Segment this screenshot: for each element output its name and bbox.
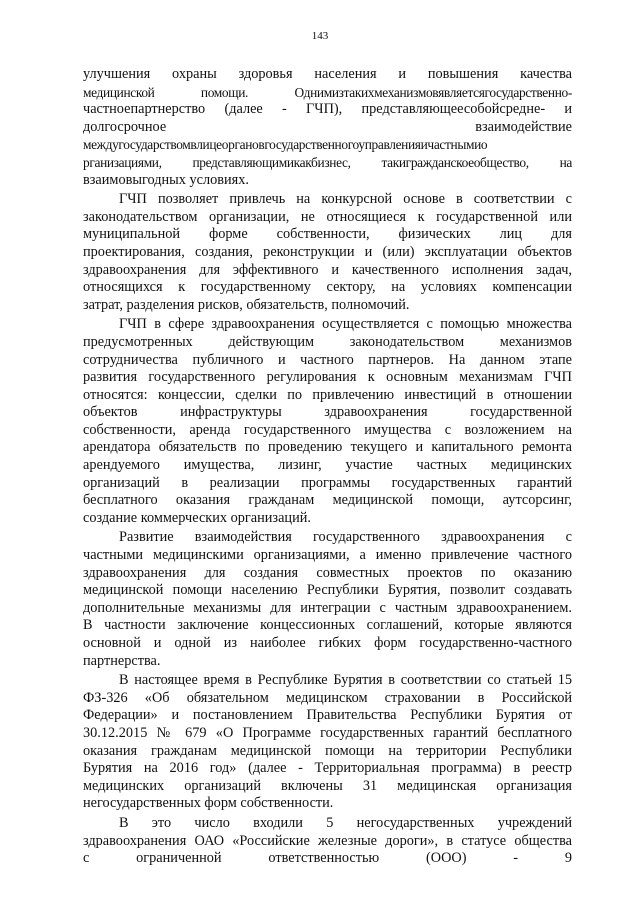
text-line: Бурятия на 2016 год» (далее - Территориальная программа) в реестр <box>83 760 572 777</box>
text-line: затрат, разделения рисков, обязательств, полномочий. <box>83 296 410 313</box>
paragraph <box>83 815 572 868</box>
paragraph <box>83 529 572 670</box>
paragraph <box>83 66 572 189</box>
text-line: сотрудничества публичного и частного партнеров. На данном этапе <box>83 351 572 368</box>
text-line: дополнительные механизмы для интеграции с частным здравоохранением. <box>83 599 572 616</box>
text-line: частноепартнерство (далее - ГЧП), представляющеесобойсредне- и <box>83 101 572 118</box>
text-line: арендуемого имущества, лизинг, участие частных медицинских <box>83 457 572 474</box>
text-line: медицинских организаций включены 31 медицинская организация <box>83 777 572 794</box>
text-line: с ограниченной ответственностью (ООО) - 9 <box>83 850 572 867</box>
text-line: относящихся к государственному сектору, на условиях компенсации <box>83 279 572 296</box>
text-line: проектирования, создания, реконструкции и (или) эксплуатации объектов <box>83 243 572 260</box>
text-line: законодательством организации, не относящиеся к государственной или <box>83 208 572 225</box>
text-line: здравоохранения для создания совместных проектов по оказанию <box>83 564 572 581</box>
text-line: организаций в реализации программы государственных гарантий <box>83 474 572 491</box>
text-line: развития государственного регулирования к основным механизмам ГЧП <box>83 369 572 386</box>
text-line: арендатора обязательств по проведению текущего и капитального ремонта <box>83 439 572 456</box>
text-line: улучшения охраны здоровья населения и повышения качества <box>83 66 572 82</box>
text-line: здравоохранения ОАО «Российские железные дороги», в статусе общества <box>83 832 572 849</box>
text-line: собственности, аренда государственного имущества с возложением на <box>83 421 572 438</box>
text-line: бесплатного оказания гражданам медицинской помощи, аутсорсинг, <box>83 492 572 509</box>
text-line: Федерации» и постановлением Правительства Республики Бурятия от <box>83 707 572 724</box>
text-line: взаимовыгодных условиях. <box>83 171 249 188</box>
text-line: 30.12.2015 № 679 «О Программе государственных гарантий бесплатного <box>83 724 572 741</box>
text-line: В частности заключение концессионных соглашений, которые являются <box>83 617 572 634</box>
text-line: относятся: концессии, сделки по привлечению инвестиций в отношении <box>83 386 572 403</box>
text-line: оказания гражданам медицинской помощи на территории Республики <box>83 742 572 759</box>
text-line: объектов инфраструктуры здравоохранения государственной <box>83 404 572 421</box>
text-line: создание коммерческих организаций. <box>83 509 311 526</box>
paragraph <box>83 191 572 314</box>
text-line: предусмотренных действующим законодательством механизмов <box>83 333 572 350</box>
text-line: ФЗ-326 «Об обязательном медицинском страховании в Российской <box>83 689 572 706</box>
text-line: долгосрочное взаимодействие <box>83 118 572 135</box>
text-line: В настоящее время в Республике Бурятия в соответствии со статьей 15 <box>119 672 572 689</box>
text-line: Развитие взаимодействия государственного здравоохранения с <box>119 529 572 546</box>
text-line: междугосударствомвлицеоргановгосударственногоуправленияичастнымио <box>83 137 488 153</box>
text-line: медицинской помощи. Однимизтакихмеханизмовявляетсягосударственно- <box>83 84 572 100</box>
text-line: В это число входили 5 негосударственных учреждений <box>119 814 572 831</box>
text-line: медицинской помощи населению Республики Бурятия, позволит создавать <box>83 582 572 599</box>
text-line: муниципальной форме собственности, физических лиц для <box>83 226 572 243</box>
document-body <box>83 66 572 870</box>
text-line: ГЧП позволяет привлечь на конкурсной основе в соответствии с <box>119 191 572 208</box>
text-line: частными медицинскими организациями, а именно привлечение частного <box>83 547 572 564</box>
text-line: ГЧП в сфере здравоохранения осуществляется с помощью множества <box>119 316 572 333</box>
text-line: рганизациями, представляющимикакбизнес, такигражданскоеобщество, на <box>83 154 572 170</box>
text-line: основной и одной из наиболее гибких форм государственно-частного <box>83 635 572 651</box>
page-number: 143 <box>311 30 329 42</box>
paragraph <box>83 672 572 813</box>
text-line: здравоохранения для эффективного и качественного исполнения задач, <box>83 261 572 278</box>
paragraph <box>83 316 572 527</box>
text-line: партнерства. <box>83 652 161 669</box>
text-line: негосударственных форм собственности. <box>83 795 334 812</box>
